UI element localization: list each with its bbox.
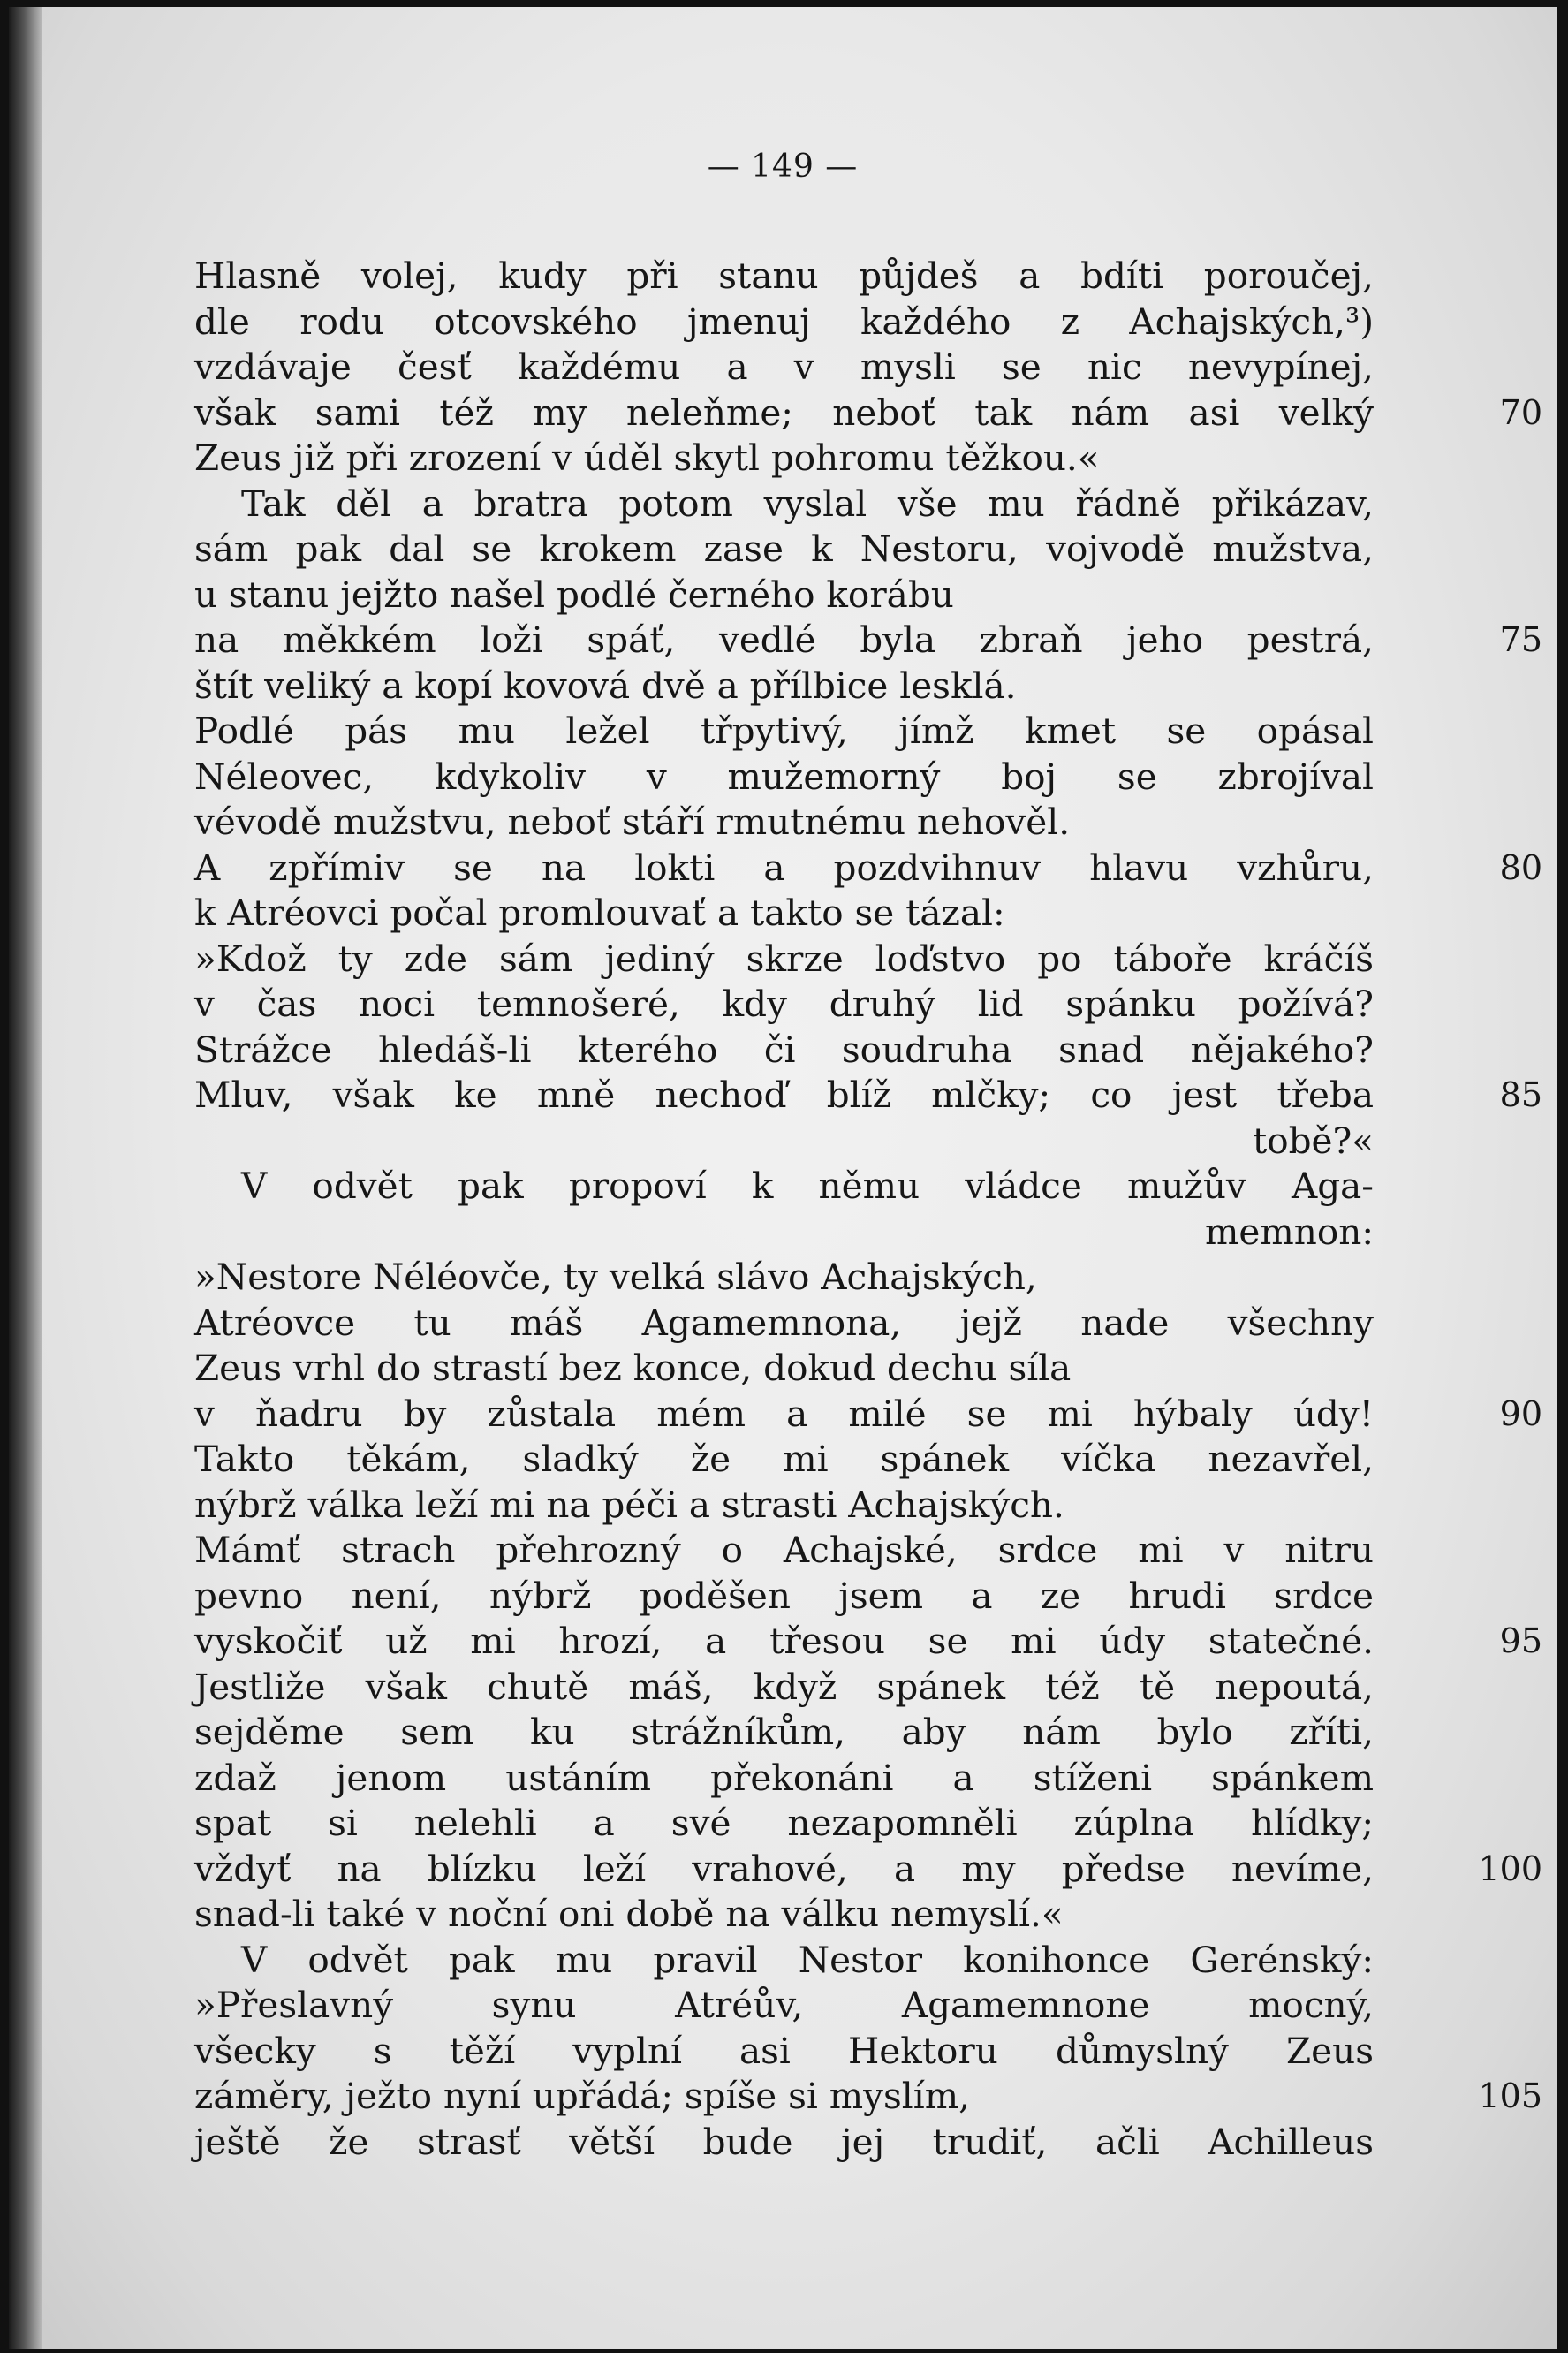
verse-line-text: Jestliže však chutě máš, když spánek též tě nepoutá, [194, 1665, 1374, 1708]
verse-line-text: Tak děl a bratra potom vyslal vše mu řádně přikázav, [241, 482, 1374, 525]
verse-line-text: u stanu jejžto našel podlé černého korábu [194, 573, 954, 616]
verse-line [194, 300, 1374, 345]
verse-line-text: všecky s těží vyplní asi Hektoru důmyslný Zeus [194, 2029, 1374, 2072]
verse-line-text: spat si nelehli a své nezapomněli zúplna hlídky; [194, 1802, 1374, 1844]
verse-line-text: sejděme sem ku strážníkům, aby nám bylo zříti, [194, 1711, 1374, 1753]
verse-line-text: Zeus vrhl do strastí bez konce, dokud dechu síla [194, 1347, 1072, 1389]
verse-line [194, 1301, 1374, 1347]
verse-line-text: záměry, ježto nyní upřádá; spíše si myslím, [194, 2075, 970, 2117]
verse-line [194, 937, 1374, 983]
verse-line [194, 1483, 1374, 1529]
verse-line-text: Hlasně volej, kudy při stanu půjdeš a bdíti poroučej, [194, 254, 1374, 297]
verse-line [194, 664, 1374, 710]
verse-line-text: V odvět pak propoví k němu vládce mužův Aga- [241, 1165, 1374, 1207]
verse-line-text: na měkkém loži spáť, vedlé byla zbraň jeho pestrá, [194, 619, 1374, 661]
verse-line [194, 846, 1542, 892]
verse-line [194, 2029, 1374, 2075]
verse-line [194, 1528, 1374, 1574]
verse-line-text: Atréovce tu máš Agamemnona, jejž nade všechny [194, 1301, 1374, 1344]
verse-line-text: Strážce hledáš-li kterého či soudruha snad nějakého? [194, 1028, 1374, 1071]
line-number: 75 [1499, 620, 1542, 659]
verse-line-text: memnon: [1205, 1210, 1374, 1253]
verse-line-text: snad-li také v noční oni době na válku nemyslí.« [194, 1893, 1064, 1935]
verse-line [194, 1756, 1374, 1802]
line-number: 95 [1499, 1621, 1542, 1660]
verse-line [194, 1164, 1374, 1210]
verse-line [194, 254, 1374, 300]
verse-line-text: vyskočiť už mi hrozí, a třesou se mi údy statečné. [194, 1620, 1374, 1662]
verse-line [194, 2120, 1374, 2166]
page-number: — 149 — [707, 148, 859, 185]
verse-line [194, 1028, 1374, 1074]
verse-line [194, 755, 1374, 801]
verse-line-text: sám pak dal se krokem zase k Nestoru, vojvodě mužstva, [194, 528, 1374, 570]
verse-line [194, 982, 1374, 1028]
verse-line-text: Mámť strach přehrozný o Achajské, srdce mi v nitru [194, 1529, 1374, 1571]
verse-line-text: Podlé pás mu ležel třpytivý, jímž kmet se opásal [194, 710, 1374, 752]
verse-line-text: Zeus již při zrození v úděl skytl pohromu těžkou.« [194, 436, 1100, 479]
verse-line [194, 482, 1374, 528]
verse-line [194, 1801, 1374, 1847]
verse-line [194, 1983, 1374, 2029]
verse-line [194, 800, 1374, 846]
verse-line [194, 1210, 1374, 1256]
verse-line [194, 573, 1374, 619]
verse-line-text: dle rodu otcovského jmenuj každého z Achajských,³) [194, 300, 1374, 343]
verse-line [194, 1255, 1374, 1301]
verse-line [194, 1392, 1542, 1438]
verse-line [194, 1938, 1374, 1984]
verse-line-text: nýbrž válka leží mi na péči a strasti Achajských. [194, 1483, 1064, 1526]
verse-line-text: A zpřímiv se na lokti a pozdvihnuv hlavu vzhůru, [194, 846, 1374, 889]
verse-line [194, 436, 1374, 482]
verse-line [194, 1437, 1374, 1483]
verse-line-text: Néleovec, kdykoliv v mužemorný boj se zbrojíval [194, 755, 1374, 798]
verse-line-text: »Kdož ty zde sám jediný skrze loďstvo po táboře kráčíš [194, 937, 1374, 980]
book-spine-shadow [9, 7, 42, 2349]
verse-line [194, 709, 1374, 755]
book-page [9, 7, 1557, 2349]
verse-line [194, 391, 1542, 436]
verse-line-text: v čas noci temnošeré, kdy druhý lid spánku požívá? [194, 983, 1374, 1025]
verse-line [194, 1574, 1374, 1620]
verse-line-text: Takto těkám, sladký že mi spánek víčka nezavřel, [194, 1438, 1374, 1480]
verse-line-text: vévodě mužstvu, neboť stáří rmutnému nehověl. [194, 801, 1071, 843]
verse-line [194, 1710, 1374, 1756]
verse-line-text: »Přeslavný synu Atréův, Agamemnone mocný, [194, 1984, 1374, 2026]
verse-line [194, 527, 1374, 573]
verse-line [194, 1892, 1374, 1938]
verse-line-text: ještě že strasť větší bude jej trudiť, ačli Achilleus [194, 2120, 1374, 2163]
verse-line-text: vždyť na blízku leží vrahové, a my předse nevíme, [194, 1847, 1374, 1890]
verse-line-text: štít veliký a kopí kovová dvě a přílbice lesklá. [194, 664, 1017, 707]
verse-line-text: »Nestore Néléovče, ty velká slávo Achajských, [194, 1256, 1037, 1298]
verse-line-text: Mluv, však ke mně nechoď blíž mlčky; co jest třeba [194, 1074, 1374, 1116]
verse-line-text: pevno není, nýbrž poděšen jsem a ze hrudi srdce [194, 1574, 1374, 1617]
verse-line [194, 618, 1542, 664]
verse-text-block [194, 254, 1542, 2165]
verse-line [194, 1847, 1542, 1893]
line-number: 90 [1499, 1393, 1542, 1433]
verse-line [194, 2074, 1542, 2120]
verse-line-text: v ňadru by zůstala mém a milé se mi hýbaly údy! [194, 1392, 1374, 1435]
verse-line-text: tobě?« [1252, 1119, 1374, 1162]
line-number: 70 [1499, 392, 1542, 432]
verse-line-text: vzdávaje česť každému a v mysli se nic nevypínej, [194, 345, 1374, 388]
line-number: 105 [1478, 2076, 1542, 2115]
verse-line [194, 1119, 1374, 1165]
verse-line [194, 1073, 1542, 1119]
verse-line [194, 345, 1374, 391]
verse-line [194, 891, 1374, 937]
verse-line [194, 1346, 1374, 1392]
verse-line-text: zdaž jenom ustáním překonáni a stíženi spánkem [194, 1756, 1374, 1799]
verse-line [194, 1665, 1374, 1711]
verse-line [194, 1619, 1542, 1665]
line-number: 85 [1499, 1075, 1542, 1114]
line-number: 100 [1478, 1848, 1542, 1888]
verse-line-text: však sami též my neleňme; neboť tak nám asi velký [194, 391, 1374, 434]
line-number: 80 [1499, 847, 1542, 887]
verse-line-text: V odvět pak mu pravil Nestor konihonce Gerénský: [241, 1938, 1374, 1981]
verse-line-text: k Atréovci počal promlouvať a takto se tázal: [194, 892, 1005, 934]
